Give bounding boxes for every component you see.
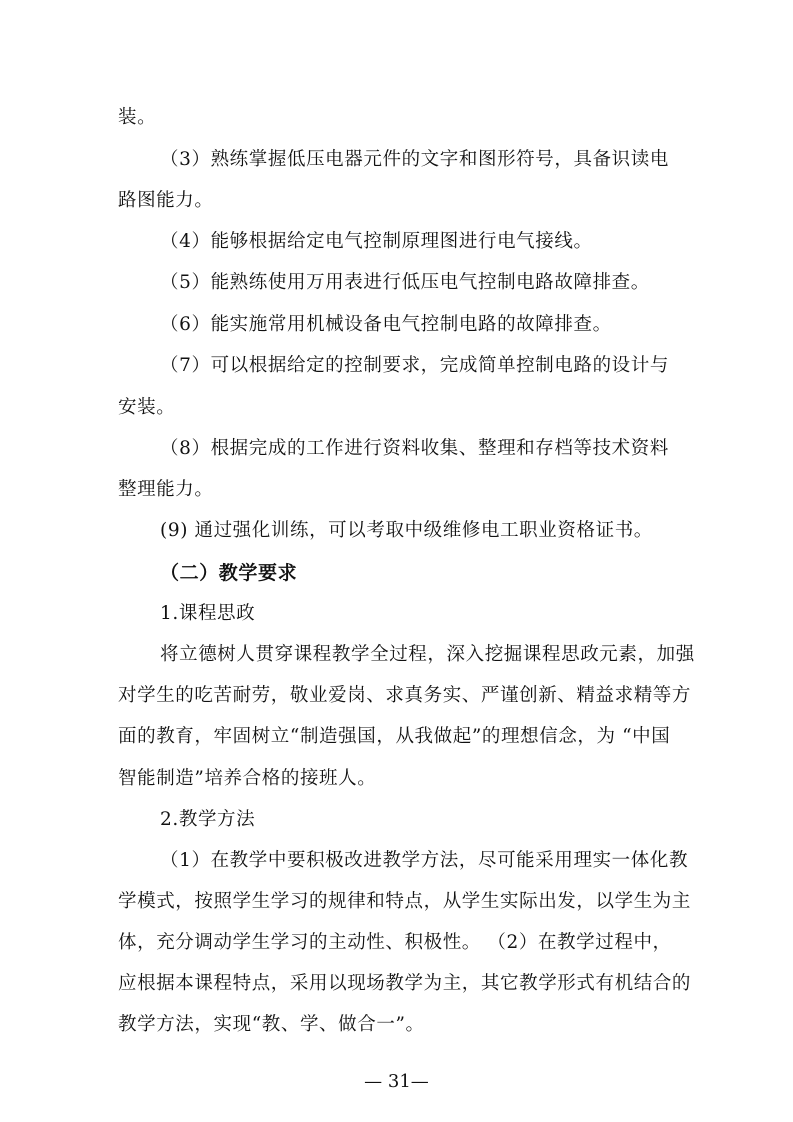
text-line: 整理能力。 bbox=[118, 479, 214, 500]
subsection-heading: 1.课程思政 bbox=[160, 603, 256, 624]
paragraph-line: 学模式，按照学生学习的规律和特点，从学生实际出发，以学生为主 bbox=[118, 891, 692, 912]
section-heading: （二）教学要求 bbox=[160, 562, 298, 584]
paragraph-line: （1）在教学中要积极改进教学方法，尽可能采用理实一体化教 bbox=[160, 850, 689, 871]
paragraph-line: 应根据本课程特点，采用以现场教学为主，其它教学形式有机结合的 bbox=[118, 973, 692, 994]
paragraph-line: 面的教育，牢固树立“制造强国，从我做起”的理想信念，为 “中国 bbox=[118, 726, 671, 747]
paragraph-line: 将立德树人贯穿课程教学全过程，深入挖掘课程思政元素，加强 bbox=[160, 644, 695, 665]
paragraph-line: 教学方法，实现“教、学、做合一”。 bbox=[118, 1014, 425, 1035]
text-line: 路图能力。 bbox=[118, 190, 214, 211]
list-item-6: （6）能实施常用机械设备电气控制电路的故障排查。 bbox=[160, 314, 612, 335]
list-item-7: （7）可以根据给定的控制要求，完成简单控制电路的设计与 bbox=[160, 355, 669, 376]
list-item-4: （4）能够根据给定电气控制原理图进行电气接线。 bbox=[160, 231, 593, 252]
paragraph-line: 对学生的吃苦耐劳，敬业爱岗、求真务实、严谨创新、精益求精等方 bbox=[118, 685, 692, 706]
paragraph-line: 智能制造”培养合格的接班人。 bbox=[118, 768, 377, 789]
list-item-8: （8）根据完成的工作进行资料收集、整理和存档等技术资料 bbox=[160, 438, 669, 459]
subsection-heading: 2.教学方法 bbox=[160, 809, 256, 830]
text-line: 装。 bbox=[118, 107, 157, 128]
text-line: 安装。 bbox=[118, 397, 176, 418]
list-item-5: （5）能熟练使用万用表进行低压电气控制电路故障排查。 bbox=[160, 272, 650, 293]
list-item-3: （3）熟练掌握低压电器元件的文字和图形符号，具备识读电 bbox=[160, 149, 669, 170]
page-number: — 31— bbox=[364, 1071, 429, 1092]
paragraph-line: 体，充分调动学生学习的主动性、积极性。 （2）在教学过程中， bbox=[118, 932, 672, 953]
list-item-9: (9) 通过强化训练，可以考取中级维修电工职业资格证书。 bbox=[160, 520, 653, 541]
